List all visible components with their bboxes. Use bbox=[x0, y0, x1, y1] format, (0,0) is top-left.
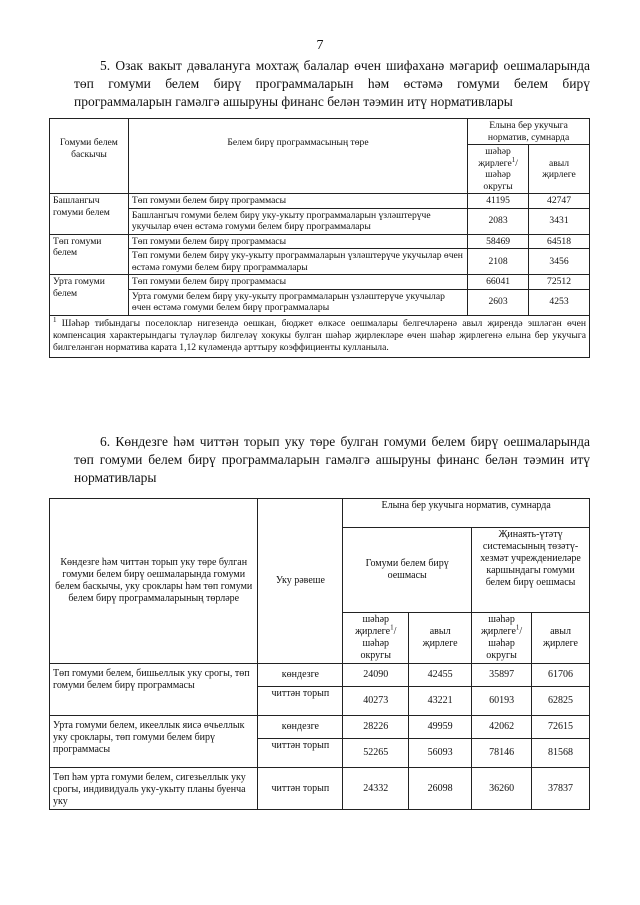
table-row bbox=[50, 194, 590, 209]
value-cell: 24090 bbox=[343, 664, 409, 687]
value-cell: 26098 bbox=[409, 768, 472, 810]
section-6-heading: 6. Көндезге һәм читтән торып уку төре булган гомуми белем бирү оешмаларында төп гомуми белем бирү программаларын гамәлгә ашыруны финанс белән тәэмин итү нормативлары bbox=[74, 434, 590, 485]
value-cell: 78146 bbox=[472, 739, 532, 768]
program-cell: Төп гомуми белем бирү программасы bbox=[128, 275, 467, 290]
value-cell: 81568 bbox=[532, 739, 590, 768]
header-general-org: Гомуми белем бирү оешмасы bbox=[343, 528, 472, 613]
table-row bbox=[50, 664, 590, 687]
form-cell: көндезге bbox=[258, 716, 343, 739]
footnote-mark: 1 bbox=[53, 315, 57, 324]
rural-value: 3456 bbox=[529, 249, 590, 275]
value-cell: 28226 bbox=[343, 716, 409, 739]
urban-value: 2603 bbox=[468, 289, 529, 315]
table-row bbox=[50, 208, 590, 234]
value-cell: 40273 bbox=[343, 687, 409, 716]
rural-value: 42747 bbox=[529, 194, 590, 209]
value-cell: 36260 bbox=[472, 768, 532, 810]
value-cell: 49959 bbox=[409, 716, 472, 739]
table-row bbox=[50, 275, 590, 290]
group-label: Төп һәм урта гомуми белем, сигезьеллык уку срогы, индивидуаль уку-укыту планы буенча уку bbox=[50, 768, 258, 810]
urban-value: 2083 bbox=[468, 208, 529, 234]
header-normative: Елына бер укучыга норматив, сумнарда bbox=[468, 119, 590, 145]
value-cell: 35897 bbox=[472, 664, 532, 687]
rural-value: 3431 bbox=[529, 208, 590, 234]
value-cell: 62825 bbox=[532, 687, 590, 716]
header-normative: Елына бер укучыга норматив, сумнарда bbox=[343, 499, 590, 528]
form-cell: көндезге bbox=[258, 664, 343, 687]
header-level: Гомуми белем баскычы bbox=[50, 119, 129, 194]
section-6-table bbox=[49, 498, 590, 810]
rural-value: 4253 bbox=[529, 289, 590, 315]
urban-value: 58469 bbox=[468, 234, 529, 249]
value-cell: 56093 bbox=[409, 739, 472, 768]
header-urban: шәһәр җирлеге$^1$/ шәһәр округы bbox=[468, 145, 529, 194]
level-cell: Башлангыч гомуми белем bbox=[50, 194, 129, 235]
section-5-table bbox=[49, 118, 590, 358]
value-cell: 52265 bbox=[343, 739, 409, 768]
header-program-type: Белем бирү программасының төре bbox=[128, 119, 467, 194]
table-row bbox=[50, 234, 590, 249]
table-row bbox=[50, 768, 590, 810]
form-cell: читтән торып bbox=[258, 687, 343, 716]
level-cell: Төп гомуми белем bbox=[50, 234, 129, 275]
urban-value: 66041 bbox=[468, 275, 529, 290]
value-cell: 60193 bbox=[472, 687, 532, 716]
header-urban: шәһәр җирлеге$^1$/ шәһәр округы bbox=[472, 613, 532, 664]
table-row bbox=[50, 249, 590, 275]
program-cell: Төп гомуми белем бирү уку-укыту программаларын үзләштерүче укучылар өчен өстәмә гомуми белем бирү программалары bbox=[128, 249, 467, 275]
form-cell: читтән торып bbox=[258, 768, 343, 810]
urban-value: 2108 bbox=[468, 249, 529, 275]
rural-value: 64518 bbox=[529, 234, 590, 249]
group-label: Төп гомуми белем, бишьеллык уку срогы, төп гомуми белем бирү программасы bbox=[50, 664, 258, 716]
program-cell: Төп гомуми белем бирү программасы bbox=[128, 234, 467, 249]
group-label: Урта гомуми белем, икееллык яисә өчьеллык уку сроклары, төп гомуми белем бирү программасы bbox=[50, 716, 258, 768]
header-urban: шәһәр җирлеге$^1$/ шәһәр округы bbox=[343, 613, 409, 664]
program-cell: Башлангыч гомуми белем бирү уку-укыту программаларын үзләштерүче укучылар өчен өстәмә гомуми белем бирү программалары bbox=[128, 208, 467, 234]
value-cell: 61706 bbox=[532, 664, 590, 687]
table-row bbox=[50, 716, 590, 739]
rural-value: 72512 bbox=[529, 275, 590, 290]
program-cell: Урта гомуми белем бирү уку-укыту программаларын үзләштерүче укучылар өчен өстәмә гомуми белем бирү программалары bbox=[128, 289, 467, 315]
header-rural: авыл җирлеге bbox=[529, 145, 590, 194]
value-cell: 43221 bbox=[409, 687, 472, 716]
form-cell: читтән торып bbox=[258, 739, 343, 768]
value-cell: 72615 bbox=[532, 716, 590, 739]
footnote-row bbox=[50, 315, 590, 357]
value-cell: 42455 bbox=[409, 664, 472, 687]
program-cell: Төп гомуми белем бирү программасы bbox=[128, 194, 467, 209]
table-row bbox=[50, 289, 590, 315]
header-level: Көндезге һәм читтән торып уку төре булган гомуми белем бирү оешмаларында гомуми белем баскычы, уку сроклары һәм төп гомуми белем бирү программаларының төрләре bbox=[50, 499, 258, 664]
header-rural: авыл җирлеге bbox=[409, 613, 472, 664]
section-5-heading: 5. Озак вакыт дәваланугa мохтаҗ балалар өчен шифаханә мәгариф оешмаларында төп гомуми белем бирү программаларын һәм өстәмә гомуми белем бирү программаларын гамәлгә ашыруны финанс белән тәэмин итү нормативлары bbox=[74, 58, 590, 109]
page-number: 7 bbox=[316, 38, 324, 53]
level-cell: Урта гомуми белем bbox=[50, 275, 129, 316]
table-header-row bbox=[50, 119, 590, 145]
table-header-row bbox=[50, 499, 590, 528]
value-cell: 24332 bbox=[343, 768, 409, 810]
header-form: Уку рәвеше bbox=[258, 499, 343, 664]
header-rural: авыл җирлеге bbox=[532, 613, 590, 664]
value-cell: 42062 bbox=[472, 716, 532, 739]
urban-value: 41195 bbox=[468, 194, 529, 209]
header-penal-org: Җинаять-үтәтү системасының төзәтү-хезмәт учреждениеләре каршындагы гомуми белем бирү оешмасы bbox=[472, 528, 590, 613]
footnote: $^1$ Шәһәр тибындагы поселоклар нигезендә оешкан, бюджет өлкәсе оешмалары белгечләренә авыл җирендә эшләгән өчен компенсация характерындагы түләүләр билгеләү хокукы булган шәһәр җирлекләре өчен шәһәр җирлегенә елына бер укучыга билгеләнгән норматива карата 1,12 күләмендә арттыру коэффициенты кулланыла. bbox=[50, 315, 590, 357]
value-cell: 37837 bbox=[532, 768, 590, 810]
